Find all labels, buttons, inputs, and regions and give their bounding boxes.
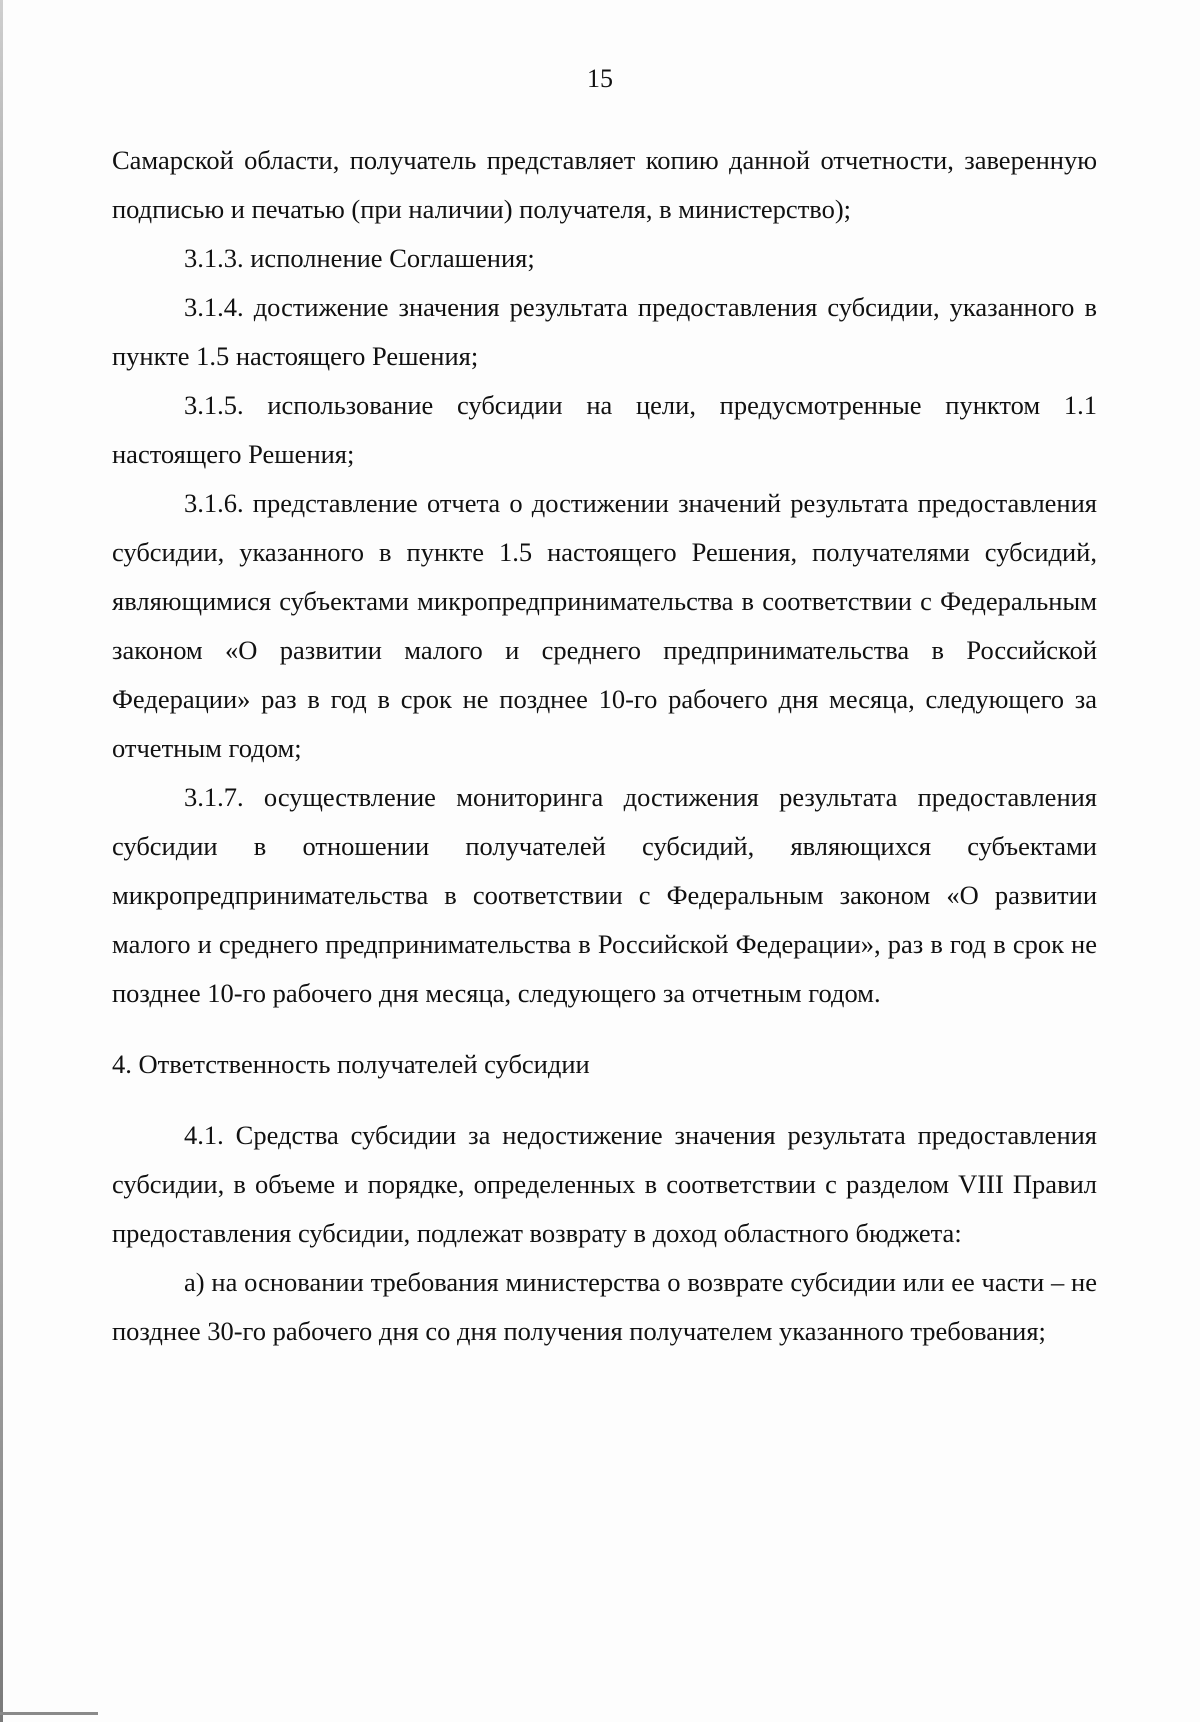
paragraph-3-1-7: 3.1.7. осуществление мониторинга достижения результата предоставления субсидии в отношении получателей субсидий, являющихся субъектами микропредпринимательства в соответствии с Федеральным законом «О развитии малого и среднего предпринимательства в Российской Федерации», раз в год в срок не позднее 10-го рабочего дня месяца, следующего за отчетным годом. (112, 782, 1097, 1008)
paragraph-3-1-5: 3.1.5. использование субсидии на цели, предусмотренные пунктом 1.1 настоящего Решения; (112, 390, 1097, 469)
paragraph-3-1-6: 3.1.6. представление отчета о достижении значений результата предоставления субсидии, указанного в пункте 1.5 настоящего Решения, получателями субсидий, являющимися субъектами микропредпринимательства в соответствии с Федеральным законом «О развитии малого и среднего предпринимательства в Российской Федерации» раз в год в срок не позднее 10-го рабочего дня месяца, следующего за отчетным годом; (112, 488, 1097, 763)
paragraph-3-1-3: 3.1.3. исполнение Соглашения; (184, 243, 535, 273)
paragraph-4-1: 4.1. Средства субсидии за недостижение значения результата предоставления субсидии, в объеме и порядке, определенных в соответствии с разделом VIII Правил предоставления субсидии, подлежат возврату в доход областного бюджета: (112, 1120, 1097, 1248)
page-number: 15 (587, 64, 613, 93)
scan-left-edge (0, 0, 3, 1722)
paragraph-4-1-a: а) на основании требования министерства о возврате субсидии или ее части – не позднее 30-го рабочего дня со дня получения получателем указанного требования; (112, 1267, 1097, 1346)
document-body (112, 136, 1097, 1356)
paragraph-continuation: Самарской области, получатель представляет копию данной отчетности, заверенную подписью и печатью (при наличии) получателя, в министерство); (112, 145, 1097, 224)
scan-bottom-mark (0, 1712, 98, 1715)
section-heading: 4. Ответственность получателей субсидии (112, 1049, 590, 1079)
paragraph-3-1-4: 3.1.4. достижение значения результата предоставления субсидии, указанного в пункте 1.5 настоящего Решения; (112, 292, 1097, 371)
